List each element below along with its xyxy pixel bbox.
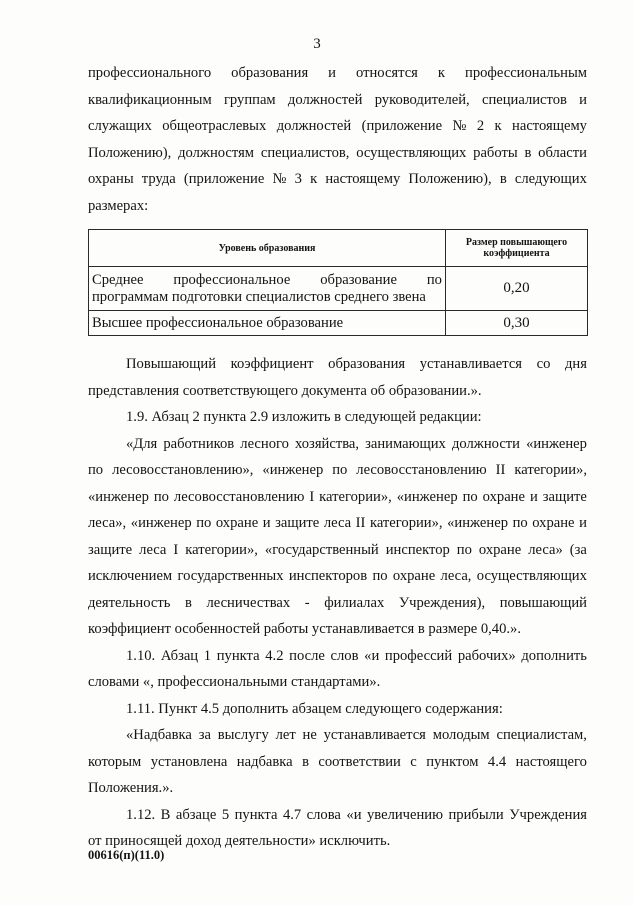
- word: пунктом: [426, 753, 479, 770]
- word: леса: [139, 541, 167, 558]
- word: (приложение: [361, 118, 443, 134]
- word: 4.4: [487, 753, 507, 770]
- word: представления соответствующего документа об образовании.».: [88, 382, 482, 399]
- word: охране: [215, 515, 259, 531]
- education-level-cell: [89, 311, 446, 336]
- word: в: [184, 594, 192, 611]
- word: специалистов: [481, 91, 567, 108]
- word: служащих: [88, 118, 152, 134]
- word: квалификационным: [88, 91, 212, 108]
- word: слов: [330, 647, 359, 664]
- paragraph: [88, 722, 587, 802]
- word: профессиональное: [173, 271, 291, 288]
- text-line: [88, 616, 587, 643]
- paragraph: [88, 404, 587, 431]
- text-line: [88, 537, 587, 564]
- word: Учреждения),: [398, 594, 486, 611]
- word: размерах:: [88, 197, 149, 214]
- text-line: [88, 563, 587, 590]
- word: которым: [88, 753, 142, 770]
- word: образования: [231, 65, 309, 81]
- word: по: [88, 462, 104, 478]
- word: занимающих: [365, 435, 446, 452]
- text-line: [88, 590, 587, 617]
- word: II: [495, 462, 506, 478]
- text-line: [88, 87, 587, 114]
- text-line: [88, 113, 587, 140]
- word: 1.9. Абзац 2 пункта 2.9 изложить в следующей редакции:: [126, 409, 482, 425]
- word: 2: [476, 118, 485, 134]
- word: осуществляющих: [356, 144, 467, 161]
- word: и: [579, 515, 587, 531]
- paragraph: [88, 351, 587, 404]
- text-line: [88, 722, 587, 749]
- document-code: 00616(п)(11.0): [88, 848, 165, 862]
- word: государственных: [177, 568, 284, 584]
- word: образования: [328, 356, 406, 372]
- word: абзаце: [175, 806, 217, 823]
- text-line: [88, 484, 587, 511]
- text-line: [88, 643, 587, 670]
- word: 3: [294, 171, 302, 187]
- word: к: [310, 171, 318, 187]
- word: работников: [163, 435, 235, 452]
- word: настоящему: [325, 171, 401, 187]
- word: и: [529, 488, 538, 505]
- amendments-body: [88, 351, 587, 855]
- coefficient-cell: 0,20: [446, 267, 588, 311]
- word: Учреждения: [509, 806, 587, 823]
- word: осуществляющих: [476, 568, 587, 584]
- cell-text-line: [92, 289, 442, 306]
- word: по: [372, 568, 388, 584]
- word: группам: [223, 91, 276, 108]
- word: дня: [564, 356, 587, 372]
- word: повышающий: [499, 594, 587, 611]
- word: специалистам,: [496, 727, 587, 743]
- text-line: [88, 60, 587, 87]
- word: дополнить: [521, 647, 587, 664]
- word: слова: [306, 806, 341, 823]
- text-line: [88, 431, 587, 458]
- word: области: [538, 144, 587, 161]
- word: «инженер: [396, 488, 458, 505]
- coefficient-table: [88, 229, 588, 336]
- table-row: [89, 267, 588, 311]
- word: лесовосстановлению: [356, 462, 487, 478]
- word: должностям: [178, 144, 255, 161]
- word: по: [512, 515, 528, 531]
- word: I: [309, 488, 315, 505]
- word: 1.11. Пункт 4.5 дополнить абзацем следующего содержания:: [126, 700, 503, 717]
- word: лесовосстановлению»,: [112, 462, 254, 478]
- word: со: [536, 356, 551, 372]
- word: 1: [203, 647, 212, 664]
- word: увеличению: [366, 806, 443, 823]
- word: Положению),: [88, 144, 172, 161]
- word: лесного: [240, 435, 289, 452]
- word: «инженер: [130, 515, 192, 531]
- word: В: [160, 806, 171, 823]
- word: леса: [323, 515, 352, 531]
- word: «инженер: [447, 515, 508, 531]
- word: -: [304, 594, 310, 611]
- word: профессионального: [88, 65, 212, 81]
- word: выслугу: [217, 727, 269, 743]
- text-line: [88, 193, 587, 220]
- word: настоящего: [515, 753, 587, 770]
- word: к: [437, 65, 445, 81]
- word: пункта: [234, 806, 278, 823]
- word: в: [524, 144, 532, 161]
- paragraph: [88, 802, 587, 855]
- word: (за: [569, 541, 587, 558]
- text-line: [88, 140, 587, 167]
- word: «и: [364, 647, 380, 664]
- word: 5: [221, 806, 230, 823]
- text-line: [88, 351, 587, 378]
- word: Положения.».: [88, 780, 174, 796]
- word: общеотраслевых: [162, 118, 267, 134]
- word: по: [153, 488, 169, 505]
- word: «Надбавка: [126, 727, 192, 743]
- word: исключением: [88, 568, 173, 584]
- coefficient-cell: 0,30: [446, 311, 588, 336]
- word: коэффициент: [230, 356, 314, 372]
- word: 1.12.: [126, 806, 156, 823]
- word: лесовосстановлению: [173, 488, 305, 505]
- header-education-level: Уровень образования: [89, 230, 446, 267]
- word: прибыли: [448, 806, 504, 823]
- word: «Для: [126, 435, 158, 452]
- word: и: [262, 515, 271, 531]
- paragraph: [88, 643, 587, 696]
- word: охране: [478, 541, 522, 558]
- word: следующих: [514, 171, 587, 187]
- word: настоящему: [512, 118, 587, 134]
- word: относятся: [356, 65, 418, 81]
- word: Положению),: [408, 171, 492, 187]
- word: в: [499, 171, 507, 187]
- word: рабочих»: [457, 647, 516, 664]
- word: руководителей,: [374, 91, 470, 108]
- word: (приложение: [183, 171, 265, 187]
- text-line: [88, 404, 587, 431]
- word: категории»,: [319, 488, 392, 505]
- word: должностей: [287, 91, 363, 108]
- table-header-row: [89, 230, 588, 267]
- word: II: [355, 515, 366, 531]
- word: по: [456, 541, 472, 558]
- word: устанавливается: [323, 727, 426, 743]
- text-line: [88, 669, 587, 696]
- text-line: [88, 775, 587, 802]
- word: молодым: [432, 727, 490, 743]
- text-line: [88, 166, 587, 193]
- word: устанавливается: [419, 356, 523, 372]
- text-line: [88, 510, 587, 537]
- word: от приносящей доход деятельности» исключить.: [88, 833, 391, 849]
- word: и: [579, 91, 587, 108]
- word: по: [426, 271, 442, 288]
- word: охране: [392, 568, 436, 584]
- word: должностей: [276, 118, 352, 134]
- word: леса»,: [88, 515, 127, 531]
- word: охраны: [88, 171, 134, 187]
- word: Высшее профессиональное образование: [92, 314, 344, 331]
- word: по: [196, 515, 212, 531]
- intro-paragraph: [88, 60, 587, 219]
- word: лесничествах: [206, 594, 291, 611]
- word: за: [198, 727, 211, 743]
- text-line: [88, 696, 587, 723]
- education-level-cell: [89, 267, 446, 311]
- word: №: [452, 118, 467, 134]
- word: инспекторов: [288, 568, 368, 584]
- text-line: [88, 378, 587, 405]
- cell-text-line: [92, 272, 442, 289]
- word: не: [302, 727, 317, 743]
- word: леса,: [440, 568, 472, 584]
- word: защите: [275, 515, 320, 531]
- header-coefficient: Размер повышающего коэффициента: [446, 230, 588, 267]
- page-number: 3: [313, 36, 321, 52]
- cell-text-line: [92, 315, 442, 332]
- word: к: [494, 118, 502, 134]
- word: деятельность: [88, 594, 171, 611]
- word: лет: [275, 727, 296, 743]
- word: филиалах: [324, 594, 385, 611]
- word: «государственный: [264, 541, 379, 558]
- word: «инженер: [88, 488, 149, 505]
- word: труда: [141, 171, 176, 187]
- word: в: [302, 753, 309, 770]
- word: хозяйства,: [295, 435, 360, 452]
- word: №: [272, 171, 287, 187]
- word: охране: [532, 515, 575, 531]
- word: и: [328, 65, 336, 81]
- word: категории»,: [185, 541, 258, 558]
- word: с: [410, 753, 417, 770]
- paragraph: [88, 431, 587, 643]
- word: защите: [88, 541, 133, 558]
- word: леса»: [528, 541, 563, 558]
- word: программам подготовки специалистов среднего звена: [92, 288, 426, 305]
- word: коэффициент особенностей работы устанавливается в размере 0,40.».: [88, 621, 521, 637]
- word: «инженер: [526, 435, 587, 452]
- word: специалистов,: [260, 144, 350, 161]
- word: после: [289, 647, 325, 664]
- word: Повышающий: [126, 356, 217, 372]
- paragraph: [88, 696, 587, 723]
- text-line: [88, 457, 587, 484]
- word: надбавка: [236, 753, 293, 770]
- word: I: [173, 541, 179, 558]
- word: категории»,: [369, 515, 443, 531]
- word: 1.10.: [126, 647, 156, 664]
- word: «и: [346, 806, 362, 823]
- word: охране: [482, 488, 525, 505]
- word: защите: [542, 488, 587, 505]
- table-row: [89, 311, 588, 336]
- word: образование: [320, 271, 397, 288]
- word: словами «, профессиональными стандартами».: [88, 674, 381, 690]
- word: категории»,: [514, 462, 587, 478]
- word: 4.7: [282, 806, 302, 823]
- word: профессиональным: [465, 65, 587, 81]
- word: Абзац: [160, 647, 199, 664]
- word: инспектор: [385, 541, 450, 558]
- word: 4.2: [265, 647, 284, 664]
- text-line: [88, 802, 587, 829]
- word: пункта: [216, 647, 260, 664]
- word: профессий: [384, 647, 453, 664]
- text-line: [88, 749, 587, 776]
- word: должности: [451, 435, 520, 452]
- word: по: [462, 488, 478, 505]
- word: установлена: [150, 753, 228, 770]
- word: Среднее: [92, 271, 144, 288]
- word: по: [332, 462, 348, 478]
- word: «инженер: [262, 462, 324, 478]
- word: работы: [473, 144, 518, 161]
- word: соответствии: [318, 753, 401, 770]
